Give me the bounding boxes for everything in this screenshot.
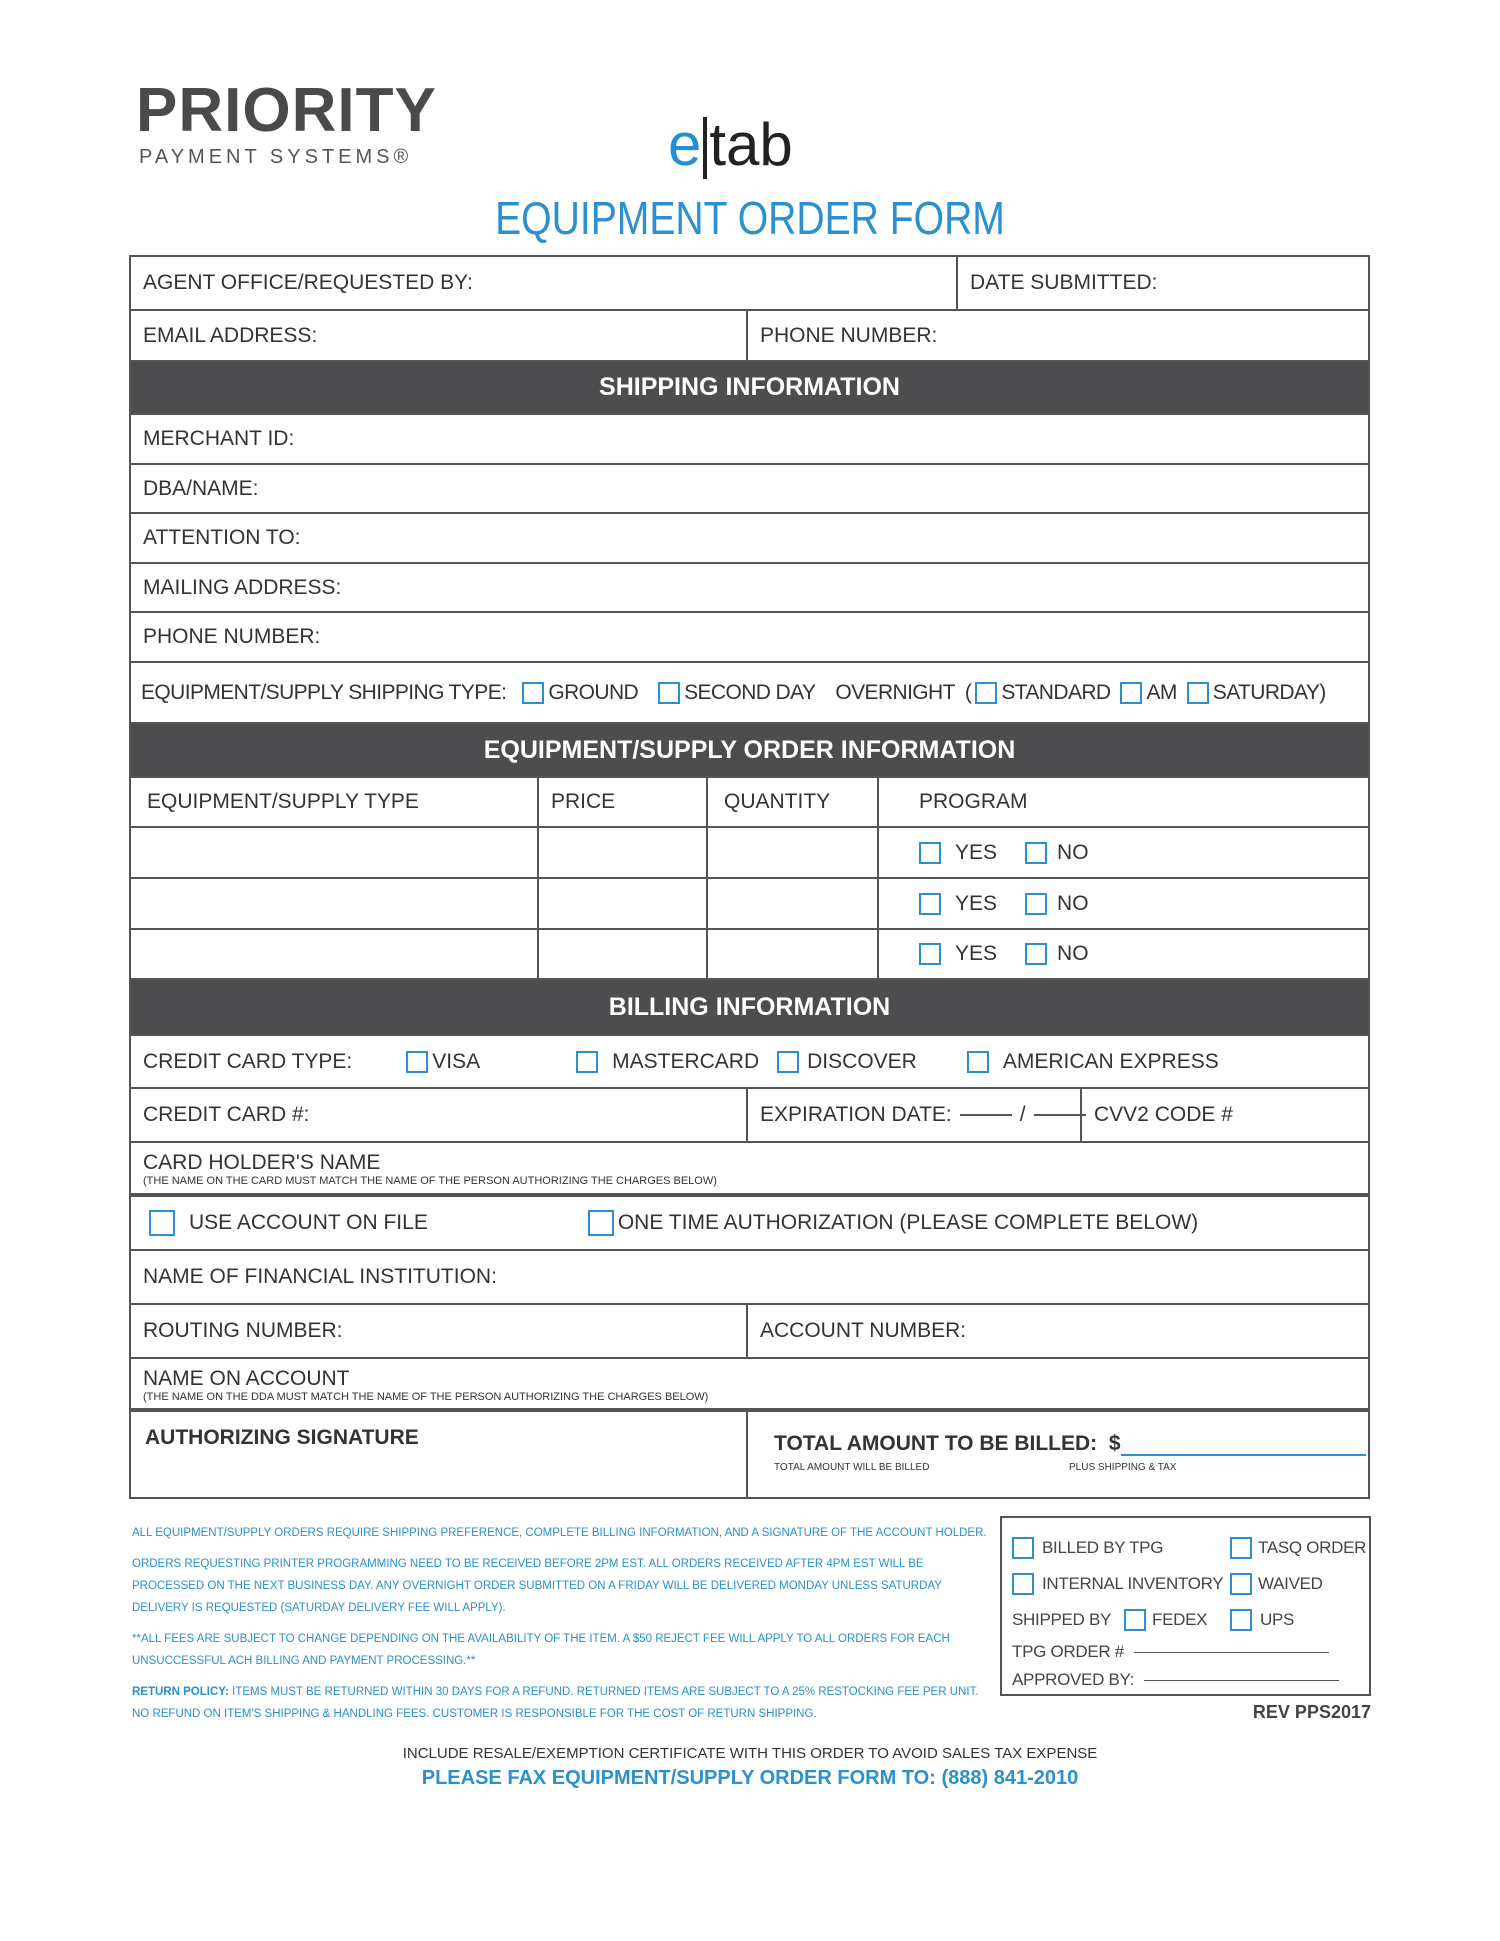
checkbox[interactable] xyxy=(576,1051,598,1073)
checkbox[interactable] xyxy=(777,1051,799,1073)
program-cell xyxy=(879,879,1368,928)
note: ITEMS MUST BE RETURNED WITHIN 30 DAYS FOR A REFUND. RETURNED ITEMS ARE SUBJECT TO A 25% RESTOCKING FEE PER UNIT. NO REFUND ON ITEM'S SHIPPING & HANDLING FEES. CUSTOMER IS RESPONSIBLE FOR THE COST OF RETURN SHIPPING. xyxy=(132,1686,979,1720)
type-cell[interactable] xyxy=(131,879,539,928)
no-option[interactable] xyxy=(1025,942,1089,966)
price-cell[interactable] xyxy=(539,828,708,877)
fax-instruction: PLEASE FAX EQUIPMENT/SUPPLY ORDER FORM TO: (888) 841-2010 xyxy=(421,1767,1079,1789)
month-blank[interactable] xyxy=(960,1114,1012,1116)
revision-label: REV PPS2017 xyxy=(1252,1702,1371,1722)
eltab-logo xyxy=(668,112,793,179)
notes xyxy=(132,1522,987,1734)
ups-option[interactable] xyxy=(1230,1609,1294,1631)
label: BILLED BY TPG xyxy=(1042,1538,1164,1557)
checkbox[interactable] xyxy=(1025,842,1047,864)
label: OVERNIGHT ( xyxy=(835,680,972,704)
label: CARD HOLDER'S NAME xyxy=(143,1151,381,1174)
quantity-cell[interactable] xyxy=(708,930,879,978)
label: TPG ORDER # xyxy=(1012,1642,1124,1661)
second-day-option[interactable] xyxy=(658,681,815,705)
label: SECOND DAY xyxy=(684,680,816,704)
total-amount-field[interactable] xyxy=(748,1412,1368,1497)
dba-field[interactable] xyxy=(131,465,1368,512)
label: ATTENTION TO: xyxy=(143,526,301,549)
program-cell xyxy=(879,828,1368,877)
name-on-account-field[interactable] xyxy=(131,1359,1368,1408)
checkbox[interactable] xyxy=(1124,1609,1146,1631)
label: AGENT OFFICE/REQUESTED BY: xyxy=(143,271,473,294)
type-cell[interactable] xyxy=(131,930,539,978)
priority-logo-subtitle: PAYMENT SYSTEMS® xyxy=(139,146,413,168)
shipping-type-row xyxy=(131,663,1368,722)
price-cell[interactable] xyxy=(539,930,708,978)
yes-option[interactable] xyxy=(919,942,997,966)
shipping-phone-field[interactable] xyxy=(131,613,1368,661)
footer-note: INCLUDE RESALE/EXEMPTION CERTIFICATE WITH THIS ORDER TO AVOID SALES TAX EXPENSE xyxy=(402,1745,1098,1762)
label: CREDIT CARD TYPE: xyxy=(143,1049,353,1073)
label: SATURDAY) xyxy=(1212,680,1326,704)
authorization-row xyxy=(131,1197,1368,1249)
return-policy xyxy=(132,1681,987,1725)
table-row xyxy=(131,828,1368,879)
label: NO xyxy=(1057,840,1089,864)
label: YES xyxy=(955,840,998,864)
page-title: EQUIPMENT ORDER FORM xyxy=(495,192,1005,244)
label: MASTERCARD xyxy=(612,1049,760,1073)
checkbox[interactable] xyxy=(1120,682,1142,704)
note: ORDERS REQUESTING PRINTER PROGRAMMING NEED TO BE RECEIVED BEFORE 2PM EST. ALL ORDERS RECEIVED AFTER 4PM EST WILL BE PROCESSED ON THE NEXT BUSINESS DAY. ANY OVERNIGHT ORDER SUBMITTED ON A FRIDAY WILL BE DELIVERED MONDAY UNLESS SATURDAY DELIVERY IS REQUESTED (SATURDAY DELIVERY FEE WILL APPLY). xyxy=(132,1558,942,1614)
mailing-address-field[interactable] xyxy=(131,564,1368,611)
internal-inventory-option[interactable] xyxy=(1012,1573,1230,1595)
label: STANDARD xyxy=(1001,680,1111,704)
checkbox[interactable] xyxy=(919,943,941,965)
table-row xyxy=(131,930,1368,980)
label: SHIPPED BY xyxy=(1012,1610,1112,1629)
card-number-field[interactable] xyxy=(131,1089,748,1141)
checkbox[interactable] xyxy=(149,1210,175,1236)
label: NAME ON ACCOUNT xyxy=(143,1367,350,1390)
col-header-program: PROGRAM xyxy=(919,790,1028,813)
card-type-row xyxy=(131,1036,1368,1087)
label: TOTAL AMOUNT TO BE BILLED: $ xyxy=(774,1432,1121,1455)
logo-e: e xyxy=(668,111,702,178)
label: WAIVED xyxy=(1258,1574,1323,1593)
order-form xyxy=(129,255,1370,1499)
no-option[interactable] xyxy=(1025,841,1089,865)
routing-number-field[interactable] xyxy=(131,1305,748,1357)
label: PHONE NUMBER: xyxy=(760,323,938,347)
table-row xyxy=(131,879,1368,930)
checkbox[interactable] xyxy=(406,1051,428,1073)
label: NO xyxy=(1057,891,1089,915)
yes-option[interactable] xyxy=(919,892,997,916)
label: YES xyxy=(955,942,998,965)
cvv-field[interactable] xyxy=(1082,1089,1368,1141)
billing-header: BILLING INFORMATION xyxy=(131,980,1368,1036)
one-time-authorization-option[interactable] xyxy=(588,1210,1198,1236)
label: NO xyxy=(1057,942,1089,965)
ground-option[interactable] xyxy=(522,681,638,705)
amount-line[interactable] xyxy=(1121,1436,1366,1456)
approved-by-line[interactable] xyxy=(1144,1680,1339,1681)
checkbox[interactable] xyxy=(658,682,680,704)
checkbox[interactable] xyxy=(522,682,544,704)
col-header-type: EQUIPMENT/SUPPLY TYPE xyxy=(131,778,539,826)
label: DATE SUBMITTED: xyxy=(970,271,1158,294)
tasq-order-option[interactable] xyxy=(1230,1537,1366,1559)
note: **ALL FEES ARE SUBJECT TO CHANGE DEPENDING ON THE AVAILABILITY OF THE ITEM. A $50 REJECT FEE WILL APPLY TO ALL ORDERS FOR EACH UNSUCCESSFUL ACH BILLING AND PAYMENT PROCESSING.** xyxy=(132,1633,950,1667)
account-number-field[interactable] xyxy=(748,1305,1368,1357)
label: PHONE NUMBER: xyxy=(143,625,321,648)
checkbox[interactable] xyxy=(1025,893,1047,915)
label: VISA xyxy=(432,1049,481,1073)
office-use-box xyxy=(1000,1516,1371,1696)
label: EXPIRATION DATE: xyxy=(760,1103,952,1126)
col-header-price: PRICE xyxy=(539,778,708,826)
checkbox[interactable] xyxy=(1230,1573,1252,1595)
checkbox[interactable] xyxy=(919,842,941,864)
shipping-header: SHIPPING INFORMATION xyxy=(131,362,1368,415)
email-field[interactable] xyxy=(131,311,748,360)
label: ONE TIME AUTHORIZATION (PLEASE COMPLETE BELOW) xyxy=(617,1211,1199,1234)
checkbox[interactable] xyxy=(1012,1537,1034,1559)
label: TASQ ORDER xyxy=(1258,1538,1367,1557)
merchant-id-field[interactable] xyxy=(131,415,1368,463)
label: CVV2 CODE # xyxy=(1094,1103,1233,1126)
quantity-cell[interactable] xyxy=(708,828,879,877)
checkbox[interactable] xyxy=(1230,1609,1252,1631)
saturday-option[interactable] xyxy=(1187,681,1326,705)
quantity-cell[interactable] xyxy=(708,879,879,928)
label: INTERNAL INVENTORY xyxy=(1042,1574,1224,1593)
label: AUTHORIZING SIGNATURE xyxy=(145,1426,419,1449)
discover-option[interactable] xyxy=(777,1050,917,1074)
logo-bar xyxy=(703,117,707,179)
checkbox[interactable] xyxy=(1012,1573,1034,1595)
label: AMERICAN EXPRESS xyxy=(1002,1049,1219,1073)
label: ROUTING NUMBER: xyxy=(143,1319,343,1342)
checkbox[interactable] xyxy=(975,682,997,704)
fedex-option[interactable] xyxy=(1124,1609,1230,1631)
label: EQUIPMENT/SUPPLY SHIPPING TYPE: xyxy=(141,680,507,704)
logo-tab: tab xyxy=(709,111,793,178)
checkbox[interactable] xyxy=(919,893,941,915)
agent-field[interactable] xyxy=(131,257,958,309)
tpg-order-line[interactable] xyxy=(1134,1652,1329,1653)
card-holder-field[interactable] xyxy=(131,1143,1368,1193)
visa-option[interactable] xyxy=(406,1050,480,1074)
order-header: EQUIPMENT/SUPPLY ORDER INFORMATION xyxy=(131,724,1368,778)
label: DISCOVER xyxy=(807,1049,917,1073)
standard-option[interactable] xyxy=(975,681,1110,705)
billed-by-tpg-option[interactable] xyxy=(1012,1537,1230,1559)
label: USE ACCOUNT ON FILE xyxy=(189,1211,428,1234)
amex-option[interactable] xyxy=(967,1050,1219,1074)
label: FEDEX xyxy=(1152,1610,1208,1629)
checkbox[interactable] xyxy=(588,1210,614,1236)
label: GROUND xyxy=(548,680,639,704)
label: APPROVED BY: xyxy=(1012,1670,1135,1689)
note: TOTAL AMOUNT WILL BE BILLED xyxy=(774,1462,930,1473)
expiration-field[interactable] xyxy=(748,1089,1082,1141)
no-option[interactable] xyxy=(1025,892,1089,916)
label: CREDIT CARD #: xyxy=(143,1103,310,1126)
note: (THE NAME ON THE DDA MUST MATCH THE NAME OF THE PERSON AUTHORIZING THE CHARGES BELOW) xyxy=(143,1391,709,1403)
mastercard-option[interactable] xyxy=(576,1050,759,1074)
signature-field[interactable] xyxy=(131,1412,748,1497)
year-blank[interactable] xyxy=(1034,1114,1086,1116)
attention-field[interactable] xyxy=(131,514,1368,562)
waived-option[interactable] xyxy=(1230,1573,1323,1595)
label: MAILING ADDRESS: xyxy=(143,575,342,599)
note: (THE NAME ON THE CARD MUST MATCH THE NAME OF THE PERSON AUTHORIZING THE CHARGES BELOW) xyxy=(143,1175,717,1187)
checkbox[interactable] xyxy=(967,1051,989,1073)
label: UPS xyxy=(1260,1610,1295,1629)
program-cell xyxy=(879,930,1368,978)
label: NAME OF FINANCIAL INSTITUTION: xyxy=(143,1265,497,1288)
am-option[interactable] xyxy=(1120,681,1176,705)
slash: / xyxy=(1019,1103,1026,1126)
phone-field[interactable] xyxy=(748,311,1368,360)
note: PLUS SHIPPING & TAX xyxy=(1069,1462,1177,1473)
priority-logo: PRIORITY xyxy=(136,76,437,145)
note: ALL EQUIPMENT/SUPPLY ORDERS REQUIRE SHIPPING PREFERENCE, COMPLETE BILLING INFORMATION, AND A SIGNATURE OF THE ACCOUNT HOLDER. xyxy=(132,1527,987,1539)
label: DBA/NAME: xyxy=(143,476,259,500)
date-field[interactable] xyxy=(958,257,1368,309)
yes-option[interactable] xyxy=(919,841,997,865)
label: ACCOUNT NUMBER: xyxy=(760,1319,967,1342)
label: AM xyxy=(1146,680,1177,704)
label: YES xyxy=(955,891,998,915)
label: MERCHANT ID: xyxy=(143,427,295,450)
use-account-on-file-option[interactable] xyxy=(149,1210,428,1236)
checkbox[interactable] xyxy=(1230,1537,1252,1559)
price-cell[interactable] xyxy=(539,879,708,928)
col-header-quantity: QUANTITY xyxy=(708,778,879,826)
checkbox[interactable] xyxy=(1025,943,1047,965)
type-cell[interactable] xyxy=(131,828,539,877)
financial-institution-field[interactable] xyxy=(131,1251,1368,1303)
label: RETURN POLICY: xyxy=(132,1686,229,1698)
label: EMAIL ADDRESS: xyxy=(143,323,318,347)
checkbox[interactable] xyxy=(1187,682,1209,704)
